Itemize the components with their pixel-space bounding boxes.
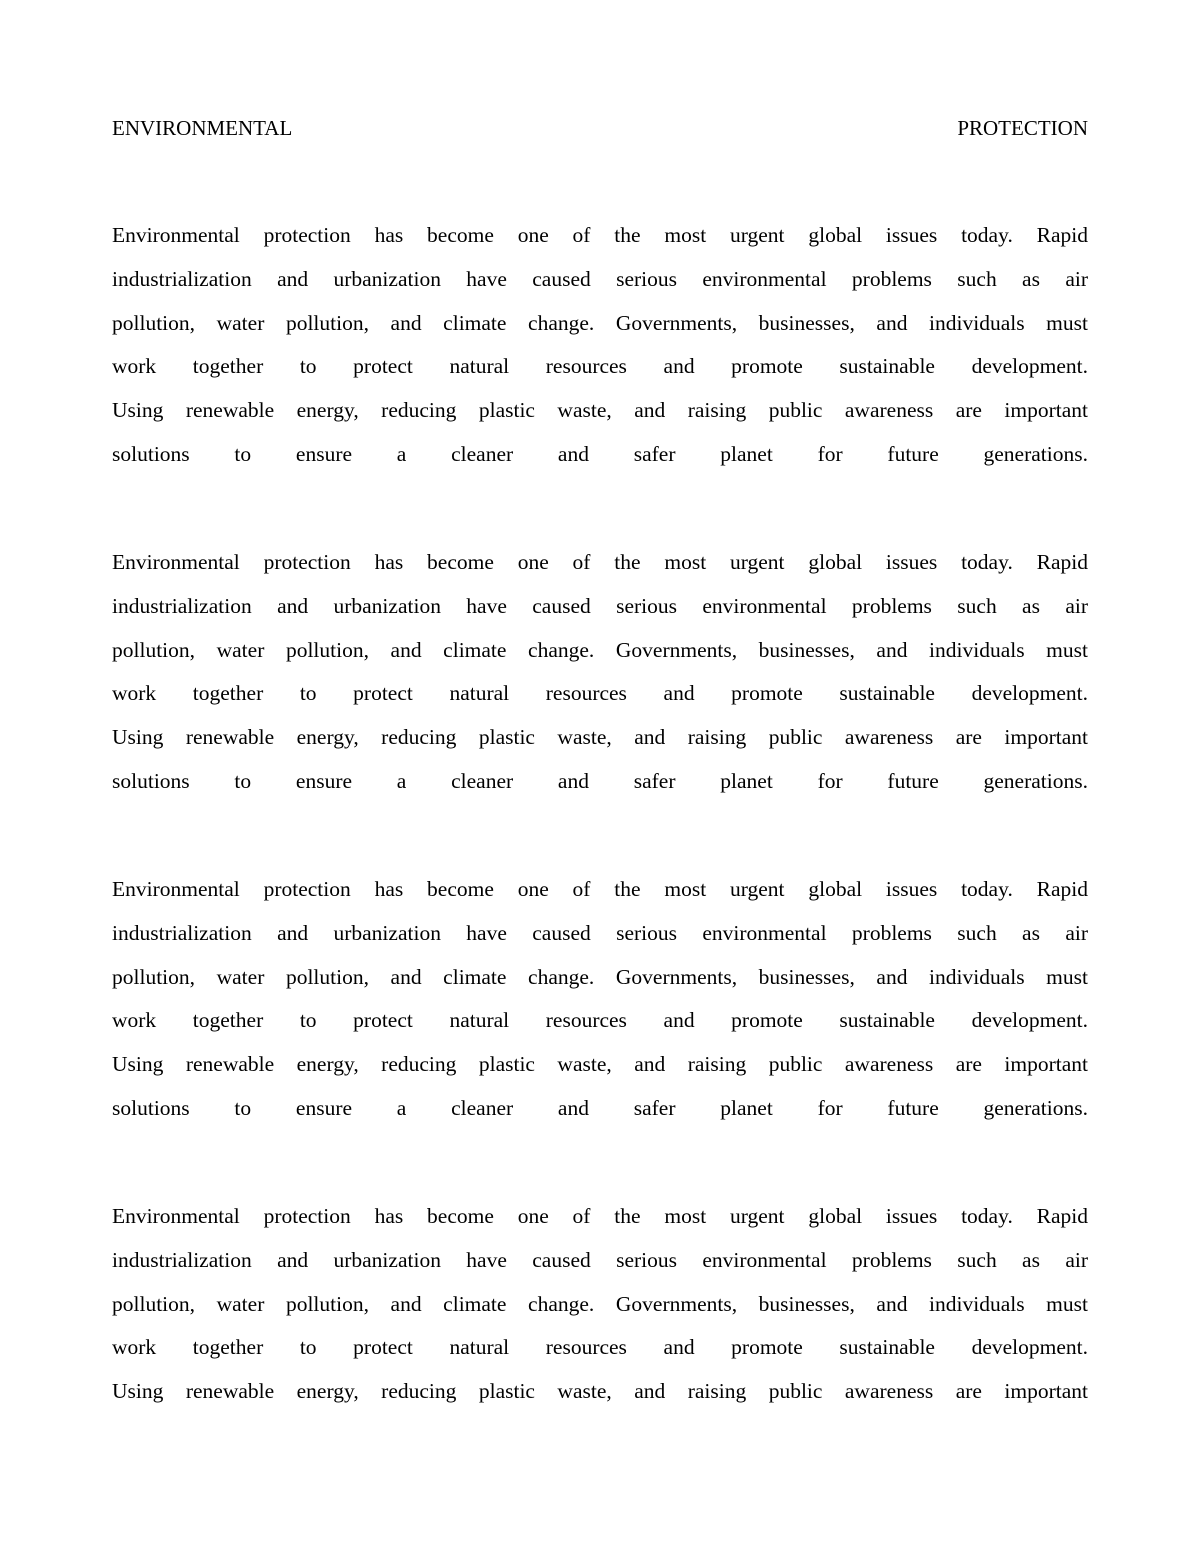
paragraph-line: Using renewable energy, reducing plastic waste, and raising public awareness are important xyxy=(112,725,1088,750)
paragraph-2 xyxy=(112,541,1088,804)
paragraph-line: Environmental protection has become one of the most urgent global issues today. Rapid xyxy=(112,550,1088,574)
paragraph-line: industrialization and urbanization have caused serious environmental problems such as air xyxy=(112,1247,1088,1272)
paragraph-line: pollution, water pollution, and climate change. Governments, businesses, and individuals must xyxy=(112,964,1088,989)
paragraph-line: pollution, water pollution, and climate change. Governments, businesses, and individuals must xyxy=(112,637,1088,662)
paragraph-line: industrialization and urbanization have caused serious environmental problems such as air xyxy=(112,593,1088,618)
paragraph-line: work together to protect natural resources and promote sustainable development. xyxy=(112,354,1088,379)
paragraph-line: industrialization and urbanization have caused serious environmental problems such as air xyxy=(112,920,1088,945)
paragraph-line: work together to protect natural resources and promote sustainable development. xyxy=(112,1335,1088,1360)
heading-left-word: ENVIRONMENTAL xyxy=(112,116,293,140)
paragraph-line: work together to protect natural resources and promote sustainable development. xyxy=(112,681,1088,706)
paragraph-line: solutions to ensure a cleaner and safer planet for future generations. xyxy=(112,441,1088,466)
paragraph-line: industrialization and urbanization have caused serious environmental problems such as air xyxy=(112,266,1088,291)
paragraph-1 xyxy=(112,214,1088,477)
paragraph-3 xyxy=(112,868,1088,1131)
paragraph-line: Environmental protection has become one of the most urgent global issues today. Rapid xyxy=(112,877,1088,901)
paragraph-line: solutions to ensure a cleaner and safer planet for future generations. xyxy=(112,768,1088,793)
document-heading xyxy=(112,113,1088,143)
heading-right-word: PROTECTION xyxy=(957,116,1088,140)
paragraph-line: Environmental protection has become one of the most urgent global issues today. Rapid xyxy=(112,1204,1088,1228)
paragraph-4 xyxy=(112,1195,1088,1414)
paragraph-line: work together to protect natural resources and promote sustainable development. xyxy=(112,1008,1088,1033)
paragraph-line: solutions to ensure a cleaner and safer planet for future generations. xyxy=(112,1095,1088,1120)
paragraph-line: Using renewable energy, reducing plastic waste, and raising public awareness are important xyxy=(112,398,1088,423)
paragraph-line: Using renewable energy, reducing plastic waste, and raising public awareness are important xyxy=(112,1379,1088,1404)
paragraph-line: Using renewable energy, reducing plastic waste, and raising public awareness are important xyxy=(112,1052,1088,1077)
paragraph-line: pollution, water pollution, and climate change. Governments, businesses, and individuals must xyxy=(112,1291,1088,1316)
paragraph-line: Environmental protection has become one of the most urgent global issues today. Rapid xyxy=(112,223,1088,247)
paragraph-line: pollution, water pollution, and climate change. Governments, businesses, and individuals must xyxy=(112,310,1088,335)
